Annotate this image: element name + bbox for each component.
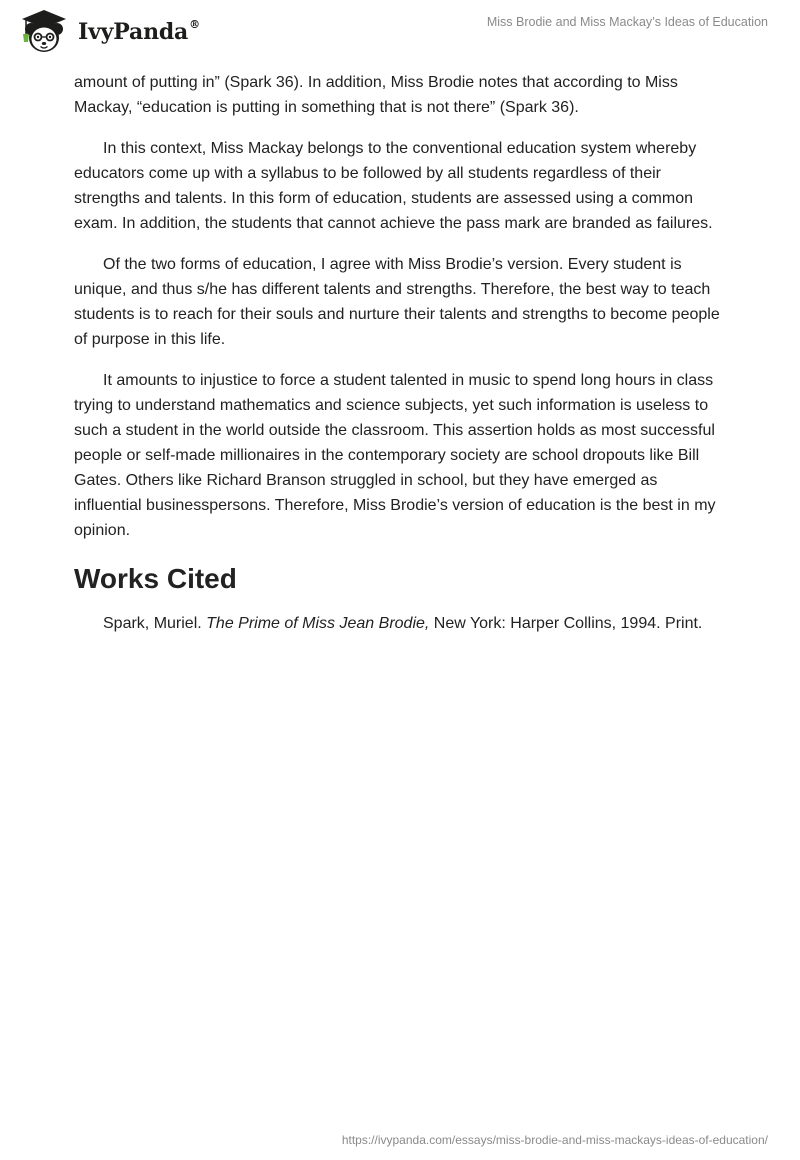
document-title: Miss Brodie and Miss Mackay’s Ideas of Education	[486, 15, 768, 29]
paragraph: It amounts to injustice to force a student talented in music to spend long hours in class trying to understand mathematics and science subjects, yet such information is useless to such a student in the world outside the classroom. This assertion holds as most successful people or self-made millionaires in the contemporary society are school dropouts like Bill Gates. Others like Richard Branson struggled in school, but they have emerged as influential businesspersons. Therefore, Miss Brodie’s version of education is the best in my opinion.	[74, 372, 716, 539]
page-header	[0, 0, 800, 64]
source-url[interactable]: https://ivypanda.com/essays/miss-brodie-and-miss-mackays-ideas-of-education/	[341, 1133, 768, 1147]
panda-graduation-cap-icon	[14, 8, 74, 54]
citation-book-title: The Prime of Miss Jean Brodie,	[206, 615, 430, 632]
works-cited-heading: Works Cited	[74, 563, 237, 594]
paragraph: Of the two forms of education, I agree with Miss Brodie’s version. Every student is unique, and thus s/he has different talents and strengths. Therefore, the best way to teach students is to reach for their souls and nurture their talents and strengths to become people of purpose in this life.	[74, 256, 720, 348]
citation-publication: New York: Harper Collins, 1994. Print.	[429, 615, 703, 632]
registered-mark: ®	[189, 17, 200, 31]
essay-body	[74, 70, 724, 652]
citation-entry	[74, 611, 724, 636]
citation-author: Spark, Muriel.	[103, 615, 207, 632]
ivypanda-logo[interactable]	[14, 8, 200, 54]
paragraph: In this context, Miss Mackay belongs to the conventional education system whereby educators come up with a syllabus to be followed by all students regardless of their strengths and talents. In this form of education, students are assessed using a common exam. In addition, the students that cannot achieve the pass mark are branded as failures.	[74, 140, 713, 232]
logo-wordmark: IvyPanda®	[78, 17, 200, 45]
paragraph-continuation: amount of putting in” (Spark 36). In addition, Miss Brodie notes that according to Miss Mackay, “education is putting in something that is not there” (Spark 36).	[74, 74, 678, 116]
